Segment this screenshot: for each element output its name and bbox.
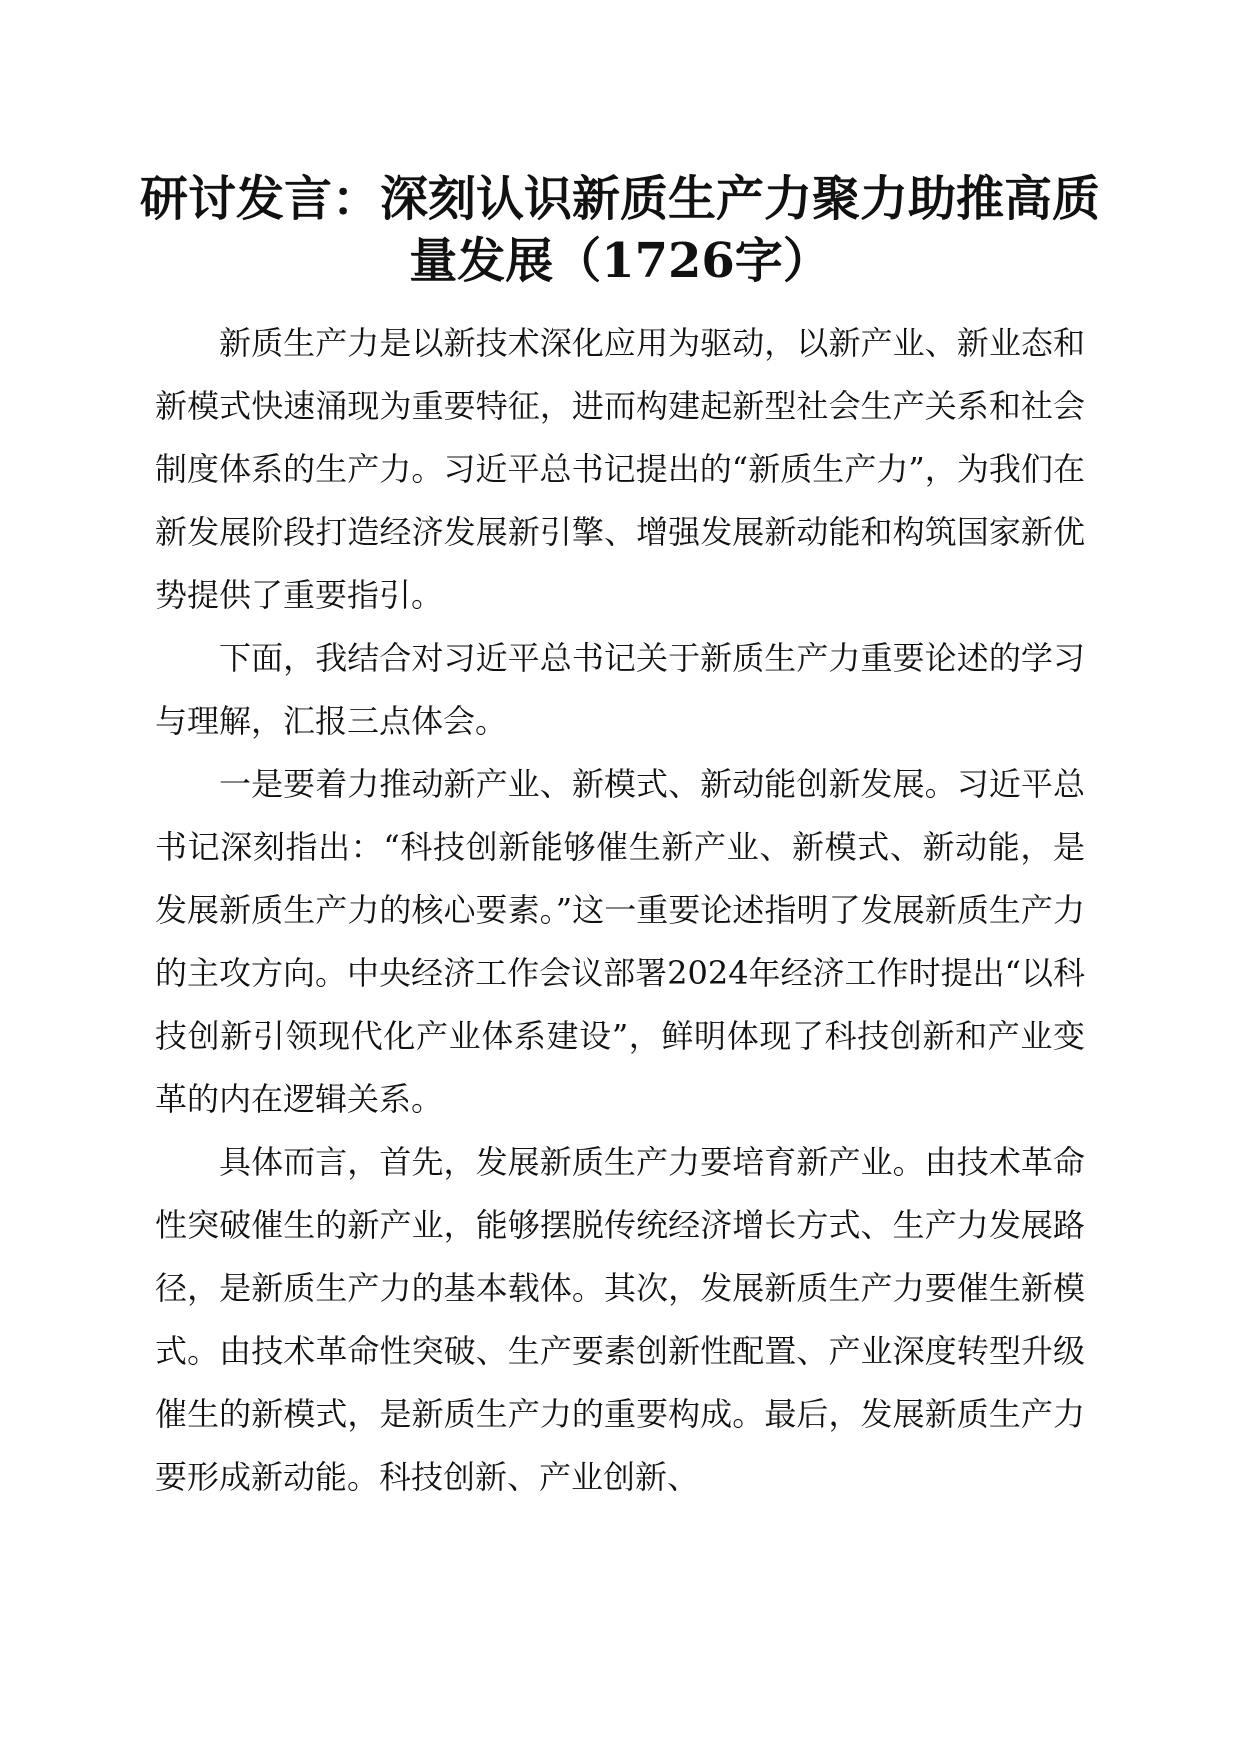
document-body [155, 312, 1085, 1509]
document-title: 研讨发言：深刻认识新质生产力聚力助推高质量发展（1726字） [140, 171, 1101, 289]
paragraph-point-one: 一是要着力推动新产业、新模式、新动能创新发展。习近平总书记深刻指出：“科技创新能够催生新产业、新模式、新动能，是发展新质生产力的核心要素。”这一重要论述指明了发展新质生产力的主攻方向。中央经济工作会议部署2024年经济工作时提出“以科技创新引领现代化产业体系建设”，鲜明体现了科技创新和产业变革的内在逻辑关系。 [155, 765, 1085, 1118]
paragraph-intro: 新质生产力是以新技术深化应用为驱动，以新产业、新业态和新模式快速涌现为重要特征，进而构建起新型社会生产关系和社会制度体系的生产力。习近平总书记提出的“新质生产力”，为我们在新发展阶段打造经济发展新引擎、增强发展新动能和构筑国家新优势提供了重要指引。 [155, 324, 1085, 614]
paragraph-overview: 下面，我结合对习近平总书记关于新质生产力重要论述的学习与理解，汇报三点体会。 [155, 639, 1085, 740]
paragraph-detail: 具体而言，首先，发展新质生产力要培育新产业。由技术革命性突破催生的新产业，能够摆脱传统经济增长方式、生产力发展路径，是新质生产力的基本载体。其次，发展新质生产力要催生新模式。由技术革命性突破、生产要素创新性配置、产业深度转型升级催生的新模式，是新质生产力的重要构成。最后，发展新质生产力要形成新动能。科技创新、产业创新、 [155, 1143, 1085, 1496]
